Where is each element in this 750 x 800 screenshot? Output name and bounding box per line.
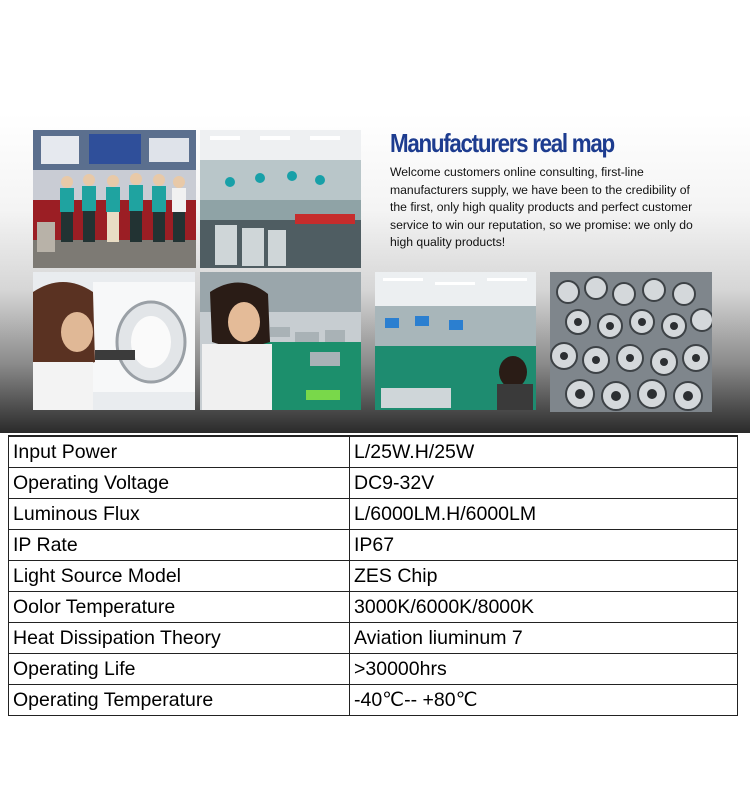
- table-row: [9, 592, 738, 623]
- table-row: [9, 685, 738, 716]
- spec-label: Operating Life: [9, 654, 350, 685]
- intro-text: Welcome customers online consulting, first-line manufacturers supply, we have been to the credibility of the first, only high quality products and perfect customer service to win our reputation, so we promise: we only do high quality products!: [390, 165, 693, 250]
- worker-inspection-photo: [33, 272, 195, 410]
- assembly-hall-photo: [200, 130, 361, 268]
- table-row: [9, 530, 738, 561]
- table-row: [9, 499, 738, 530]
- worker-bench-photo: [200, 272, 361, 410]
- product-pile-photo: [550, 272, 712, 412]
- spec-value: L/6000LM.H/6000LM: [350, 499, 738, 530]
- table-row: [9, 561, 738, 592]
- spec-label: Heat Dissipation Theory: [9, 623, 350, 654]
- table-row: [9, 623, 738, 654]
- spec-value: >30000hrs: [350, 654, 738, 685]
- table-row: [9, 654, 738, 685]
- spec-value: Aviation liuminum 7: [350, 623, 738, 654]
- spec-value: -40℃-- +80℃: [350, 685, 738, 716]
- spec-value: IP67: [350, 530, 738, 561]
- spec-label: IP Rate: [9, 530, 350, 561]
- spec-table: [8, 435, 738, 716]
- spec-label: Luminous Flux: [9, 499, 350, 530]
- spec-label: Operating Voltage: [9, 468, 350, 499]
- page-title: Manufacturers real map: [390, 128, 614, 158]
- staff-group-photo: [33, 130, 196, 268]
- production-line-photo: [375, 272, 536, 410]
- spec-value: L/25W.H/25W: [350, 436, 738, 468]
- spec-label: Oolor Temperature: [9, 592, 350, 623]
- spec-value: DC9-32V: [350, 468, 738, 499]
- spec-value: 3000K/6000K/8000K: [350, 592, 738, 623]
- table-row: [9, 468, 738, 499]
- spec-label: Operating Temperature: [9, 685, 350, 716]
- spec-value: ZES Chip: [350, 561, 738, 592]
- spec-label: Input Power: [9, 436, 350, 468]
- table-row: [9, 436, 738, 468]
- spec-label: Light Source Model: [9, 561, 350, 592]
